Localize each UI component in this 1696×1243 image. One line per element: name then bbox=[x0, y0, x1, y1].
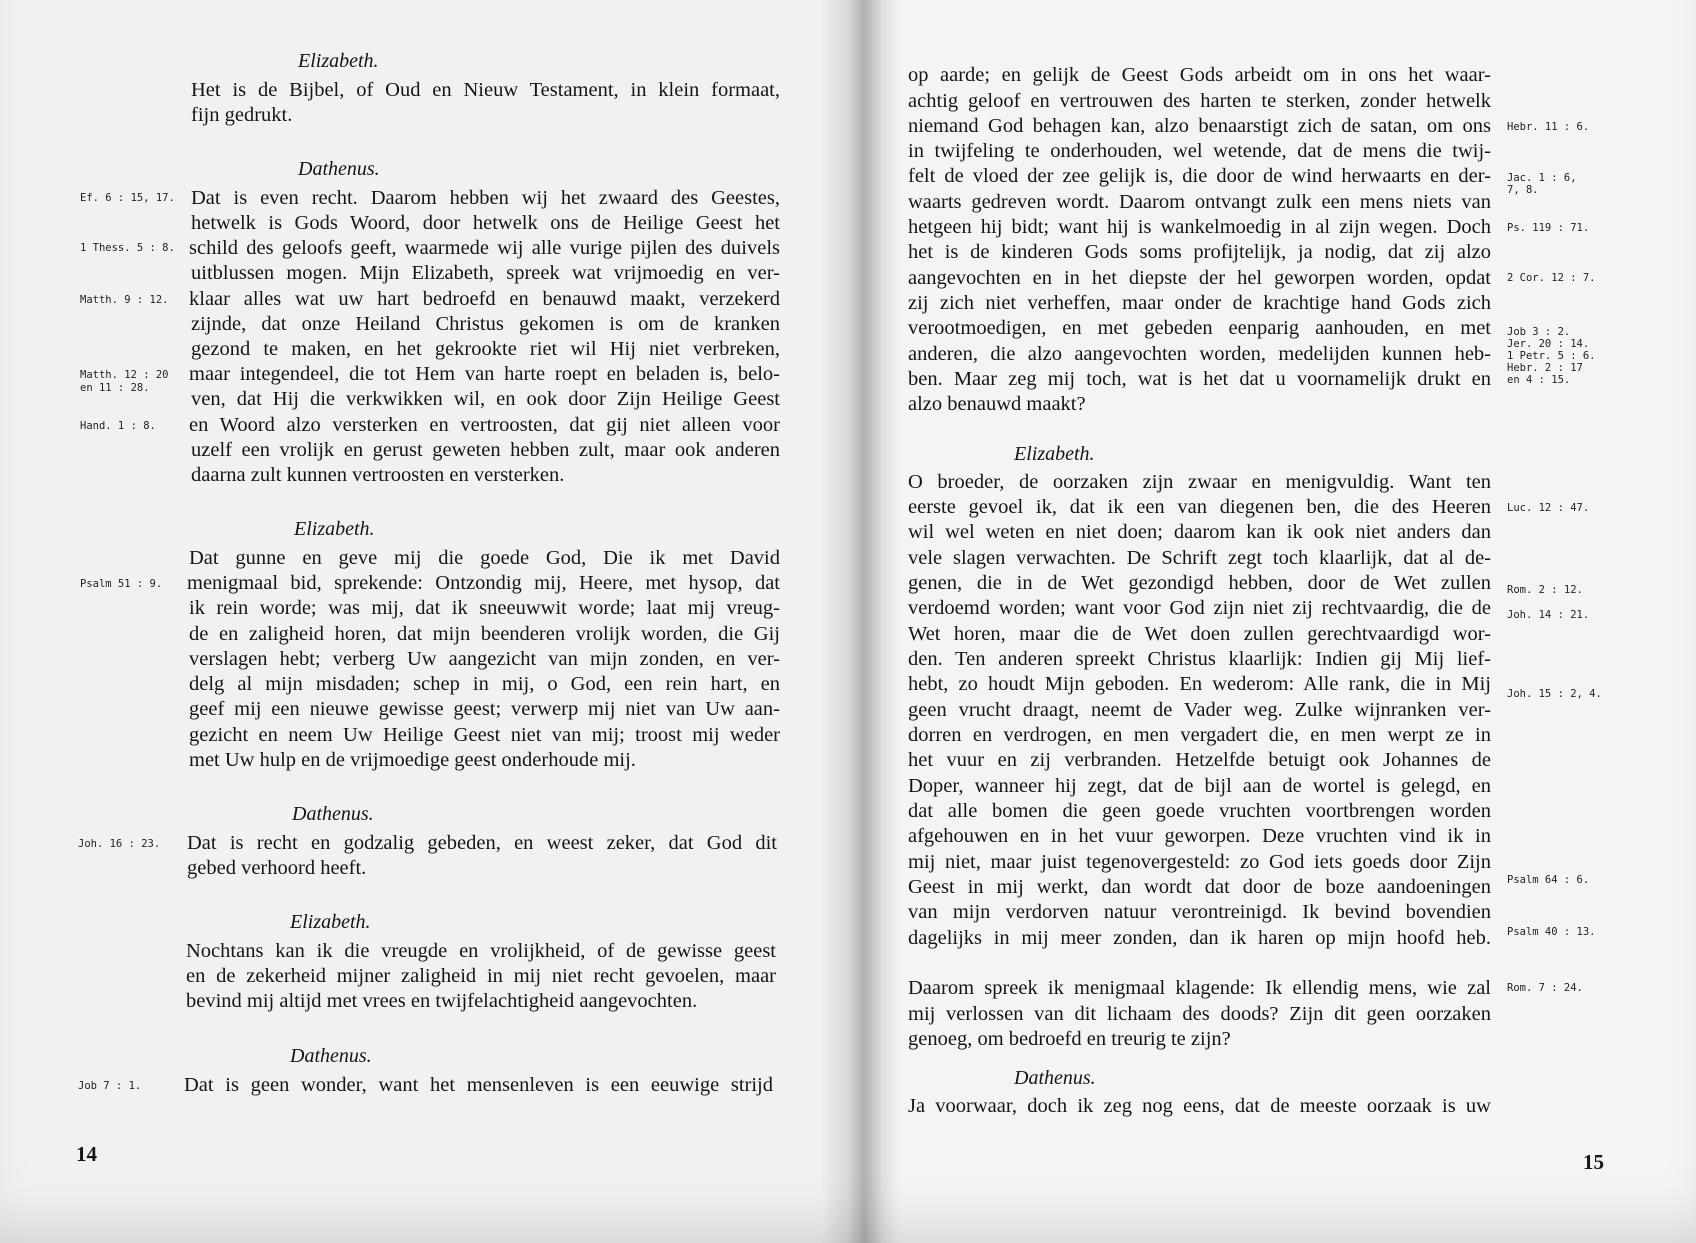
margin-reference: en 11 : 28. bbox=[80, 382, 150, 394]
speaker-name: Elizabeth. bbox=[298, 50, 379, 72]
text-line: dat alle bomen die geen goede vruchten voortbrengen worden bbox=[908, 800, 1491, 822]
book-gutter bbox=[820, 0, 900, 1243]
text-line: zij zich niet verheffen, maar onder de krachtige hand Gods zich bbox=[908, 292, 1491, 314]
text-line: Dat is geen wonder, want het mensenleven is een eeuwige strijd bbox=[184, 1074, 773, 1096]
margin-reference: Rom. 2 : 12. bbox=[1507, 584, 1583, 596]
text-line: mij verlossen van dit lichaam des doods? Zijn dit geen oorzaken bbox=[908, 1003, 1491, 1025]
text-line: hebt, zo houdt Mijn geboden. En wederom: Alle rank, die in Mij bbox=[908, 673, 1491, 695]
margin-reference: Ef. 6 : 15, 17. bbox=[80, 192, 175, 204]
speaker-name: Elizabeth. bbox=[290, 911, 371, 933]
text-line: fijn gedrukt. bbox=[191, 104, 293, 126]
text-line: Wet horen, maar die de Wet doen zullen gerechtvaardigd wor- bbox=[908, 623, 1491, 645]
text-line: zijnde, dat onze Heiland Christus gekomen is om de kranken bbox=[191, 313, 780, 335]
text-line: Daarom spreek ik menigmaal klagende: Ik ellendig mens, wie zal bbox=[908, 977, 1491, 999]
text-line: achtig geloof en vertrouwen des harten te sterken, zonder hetwelk bbox=[908, 90, 1491, 112]
text-line: uzelf een vrolijk en gerust geweten hebben zult, maar ook anderen bbox=[191, 439, 780, 461]
text-line: Het is de Bijbel, of Oud en Nieuw Testament, in klein formaat, bbox=[191, 79, 780, 101]
margin-reference: Hebr. 2 : 17 bbox=[1507, 362, 1583, 374]
speaker-name: Elizabeth. bbox=[294, 518, 375, 540]
margin-reference: Joh. 15 : 2, 4. bbox=[1507, 688, 1602, 700]
text-line: waarts gedreven wordt. Daarom ontvangt zulk een mens niets van bbox=[908, 191, 1491, 213]
text-line: Dat is recht en godzalig gebeden, en weest zeker, dat God dit bbox=[187, 832, 777, 854]
text-line: klaar alles wat uw hart bedroefd en benauwd maakt, verzekerd bbox=[189, 288, 780, 310]
text-line: gezicht en neem Uw Heilige Geest niet van mij; troost mij weder bbox=[189, 724, 780, 746]
margin-reference: Jac. 1 : 6, bbox=[1507, 172, 1577, 184]
text-line: Ja voorwaar, doch ik zeg nog eens, dat de meeste oorzaak is uw bbox=[908, 1095, 1491, 1117]
right-page bbox=[856, 0, 1696, 1243]
text-line: van mijn verdorven natuur verontreinigd. Ik bevind bovendien bbox=[908, 901, 1491, 923]
text-line: den. Ten anderen spreekt Christus klaarlijk: Indien gij Mij lief- bbox=[908, 648, 1491, 670]
text-line: gezond te maken, en het gekrookte riet wil Hij niet verbreken, bbox=[191, 338, 780, 360]
text-line: wil wel weten en niet doen; daarom kan ik ook niet anders dan bbox=[908, 521, 1491, 543]
text-line: ik rein worde; was mij, dat ik sneeuwwit worde; laat mij vreug- bbox=[189, 597, 780, 619]
margin-reference: Matth. 12 : 20 bbox=[80, 369, 169, 381]
text-line: afgehouwen en in het vuur geworpen. Deze vruchten vind ik in bbox=[908, 825, 1491, 847]
text-line: het is de kinderen Gods soms profijtelijk, ja nodig, dat zij alzo bbox=[908, 241, 1491, 263]
text-line: Dat gunne en geve mij die goede God, Die ik met David bbox=[189, 547, 780, 569]
text-line: gebed verhoord heeft. bbox=[187, 857, 367, 879]
text-line: en Woord alzo versterken en vertroosten, dat gij niet alleen voor bbox=[189, 414, 780, 436]
text-line: bevind mij altijd met vrees en twijfelachtigheid aangevochten. bbox=[186, 990, 698, 1012]
page-number: 14 bbox=[76, 1142, 97, 1166]
text-line: op aarde; en gelijk de Geest Gods arbeidt om in ons het waar- bbox=[908, 64, 1491, 86]
text-line: genen, die in de Wet gezondigd hebben, door de Wet zullen bbox=[908, 572, 1491, 594]
text-line: ben. Maar zeg mij toch, wat is het dat u voornamelijk drukt en bbox=[908, 368, 1491, 390]
margin-reference: Psalm 40 : 13. bbox=[1507, 926, 1596, 938]
text-line: verootmoedigen, en met gebeden eenparig aanhouden, en met bbox=[908, 317, 1491, 339]
text-line: in twijfeling te onderhouden, wel wetende, dat de mens die twij- bbox=[908, 140, 1491, 162]
margin-reference: en 4 : 15. bbox=[1507, 374, 1571, 386]
speaker-name: Dathenus. bbox=[292, 803, 374, 825]
text-line: verdoemd worden; want voor God zijn niet zij rechtvaardig, die de bbox=[908, 597, 1491, 619]
text-line: Dat is even recht. Daarom hebben wij het zwaard des Geestes, bbox=[191, 187, 780, 209]
text-line: anderen, die alzo aangevochten worden, medelijden kunnen heb- bbox=[908, 343, 1491, 365]
text-line: en de zekerheid mijner zaligheid in mij niet recht gevoelen, maar bbox=[186, 965, 776, 987]
margin-reference: Psalm 51 : 9. bbox=[80, 578, 163, 590]
text-line: Geest in mij werkt, dan wordt dat door de boze aandoeningen bbox=[908, 876, 1491, 898]
text-line: met Uw hulp en de vrijmoedige geest onderhoude mij. bbox=[189, 749, 636, 771]
text-line: uitblussen mogen. Mijn Elizabeth, spreek wat vrijmoedig en ver- bbox=[191, 262, 780, 284]
text-line: niemand God behagen kan, alzo benaarstigt zich de satan, om ons bbox=[908, 115, 1491, 137]
text-line: het vuur en zij verbranden. Hetzelfde betuigt ook Johannes de bbox=[908, 749, 1491, 771]
text-line: hetgeen hij bidt; want hij is wankelmoedig in al zijn wegen. Doch bbox=[908, 216, 1491, 238]
page-number: 15 bbox=[1583, 1150, 1604, 1174]
margin-reference: Luc. 12 : 47. bbox=[1507, 502, 1590, 514]
text-line: genoeg, om bedroefd en treurig te zijn? bbox=[908, 1028, 1231, 1050]
margin-reference: Joh. 14 : 21. bbox=[1507, 609, 1590, 621]
text-line: delg al mijn misdaden; schep in mij, o God, een rein hart, en bbox=[189, 673, 780, 695]
text-line: geen vrucht draagt, neemt de Vader weg. Zulke wijnranken ver- bbox=[908, 699, 1491, 721]
text-line: dorren en verdrogen, en men vergadert die, en men werpt ze in bbox=[908, 724, 1491, 746]
margin-reference: Hand. 1 : 8. bbox=[80, 420, 156, 432]
margin-reference: 7, 8. bbox=[1507, 184, 1539, 196]
text-line: menigmaal bid, sprekende: Ontzondig mij, Heere, met hysop, dat bbox=[187, 572, 780, 594]
speaker-name: Elizabeth. bbox=[1014, 443, 1095, 465]
text-line: alzo benauwd maakt? bbox=[908, 393, 1086, 415]
speaker-name: Dathenus. bbox=[298, 158, 380, 180]
text-line: hetwelk is Gods Woord, door hetwelk ons de Heilige Geest het bbox=[191, 212, 780, 234]
text-line: eerste gevoel ik, dat ik een van diegenen ben, die des Heeren bbox=[908, 496, 1491, 518]
text-line: verslagen hebt; verberg Uw aangezicht van mijn zonden, en ver- bbox=[189, 648, 780, 670]
text-line: daarna zult kunnen vertroosten en versterken. bbox=[191, 464, 565, 486]
margin-reference: 1 Thess. 5 : 8. bbox=[80, 242, 175, 254]
margin-reference: Hebr. 11 : 6. bbox=[1507, 121, 1590, 133]
margin-reference: Job 3 : 2. bbox=[1507, 326, 1571, 338]
margin-reference: Psalm 64 : 6. bbox=[1507, 874, 1590, 886]
text-line: dagelijks in mij meer zonden, dan ik haren op mijn hoofd heb. bbox=[908, 927, 1491, 949]
margin-reference: Job 7 : 1. bbox=[78, 1080, 142, 1092]
margin-reference: Jer. 20 : 14. bbox=[1507, 338, 1590, 350]
margin-reference: 2 Cor. 12 : 7. bbox=[1507, 272, 1596, 284]
margin-reference: 1 Petr. 5 : 6. bbox=[1507, 350, 1596, 362]
text-line: felt de vloed der zee gelijk is, die door de wind herwaarts en der- bbox=[908, 165, 1491, 187]
text-line: O broeder, de oorzaken zijn zwaar en menigvuldig. Want ten bbox=[908, 471, 1491, 493]
text-line: maar integendeel, die tot Hem van harte roept en beladen is, belo- bbox=[189, 363, 780, 385]
margin-reference: Ps. 119 : 71. bbox=[1507, 222, 1590, 234]
text-line: de en zaligheid horen, dat mijn beenderen vrolijk worden, die Gij bbox=[189, 623, 780, 645]
text-line: geef mij een nieuwe gewisse geest; verwerp mij niet van Uw aan- bbox=[189, 698, 780, 720]
text-line: mij niet, maar juist tegenovergesteld: zo God iets goeds door Zijn bbox=[908, 851, 1491, 873]
text-line: Doper, wanneer hij zegt, dat de bijl aan de wortel is gelegd, en bbox=[908, 775, 1491, 797]
text-line: vele slagen verwachten. De Schrift zegt toch klaarlijk, dat al de- bbox=[908, 547, 1491, 569]
speaker-name: Dathenus. bbox=[1014, 1067, 1096, 1089]
text-line: ven, dat Hij die verkwikken wil, en ook door Zijn Heilige Geest bbox=[191, 388, 780, 410]
speaker-name: Dathenus. bbox=[290, 1045, 372, 1067]
text-line: aangevochten en in het diepste der hel geworpen worden, opdat bbox=[908, 267, 1491, 289]
margin-reference: Joh. 16 : 23. bbox=[78, 838, 161, 850]
text-line: Nochtans kan ik die vreugde en vrolijkheid, of de gewisse geest bbox=[186, 940, 776, 962]
margin-reference: Matth. 9 : 12. bbox=[80, 294, 169, 306]
margin-reference: Rom. 7 : 24. bbox=[1507, 982, 1583, 994]
text-line: schild des geloofs geeft, waarmede wij alle vurige pijlen des duivels bbox=[189, 237, 780, 259]
